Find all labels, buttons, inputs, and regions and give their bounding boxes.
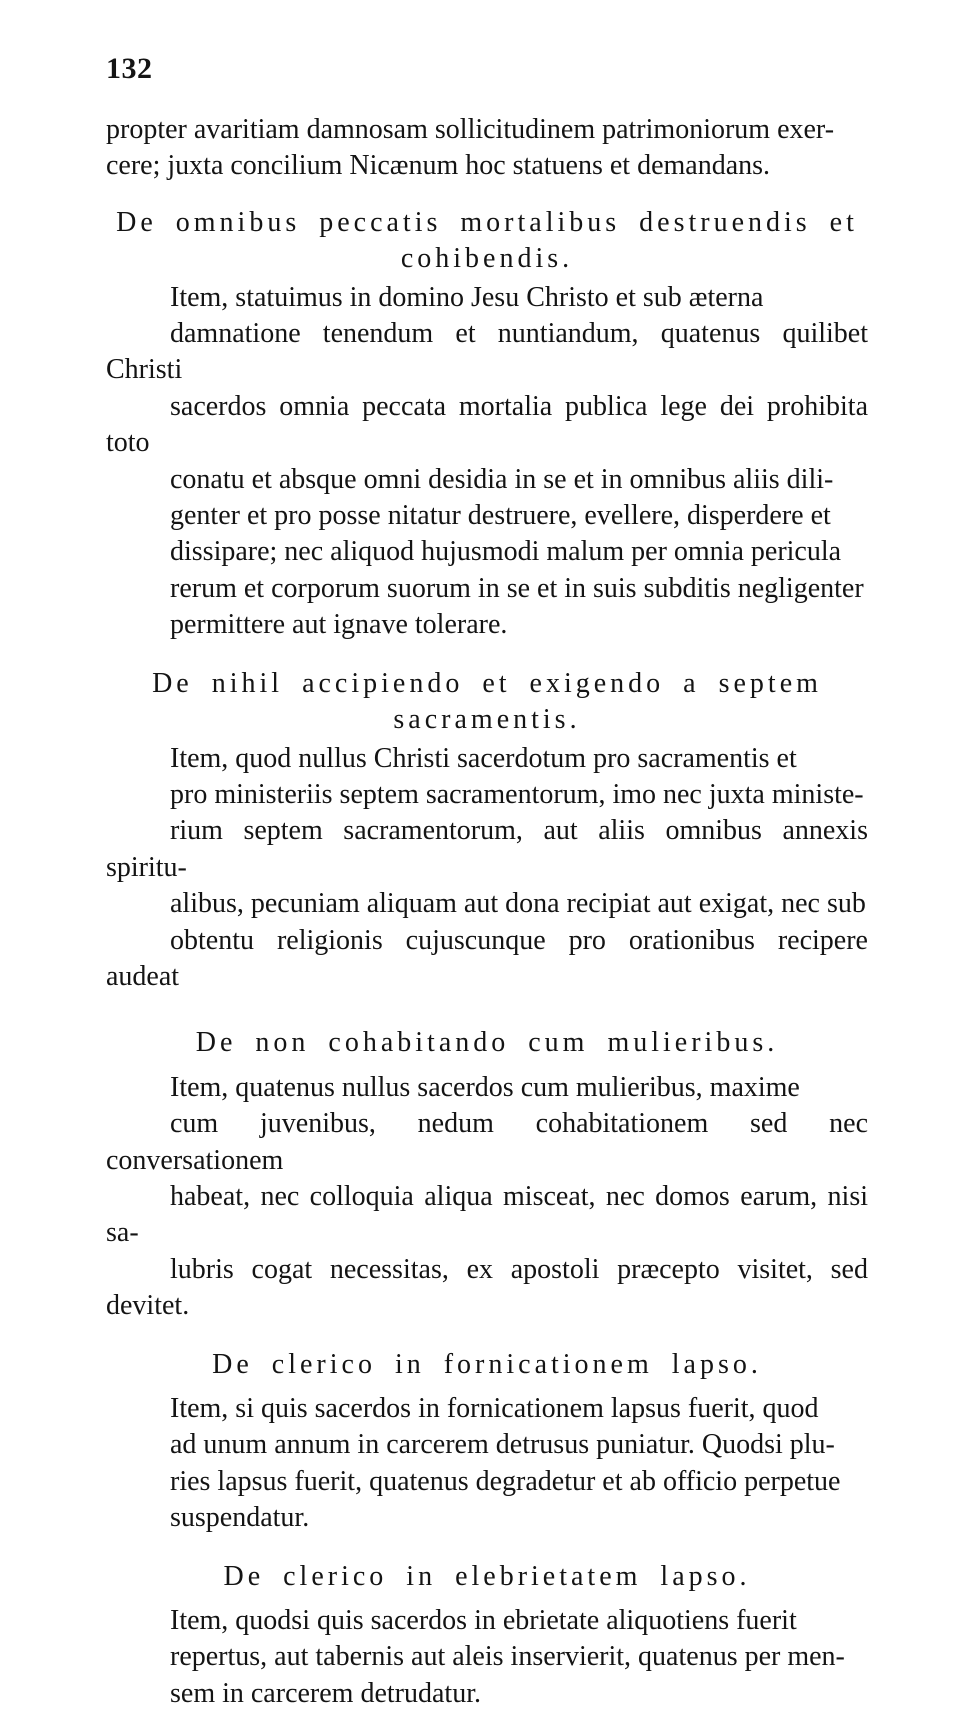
text-line: damnatione tenendum et nuntiandum, quatenus quilibet Christi — [106, 318, 868, 386]
heading-line: De clerico in elebrietatem lapso. — [223, 1560, 751, 1592]
heading-line: De clerico in fornicationem lapso. — [212, 1348, 762, 1380]
section-paragraph — [106, 1070, 868, 1325]
text-line: ad unum annum in carcerem detrusus puniatur. Quodsi plu- — [170, 1429, 835, 1461]
text-line: pro ministeriis septem sacramentorum, imo nec juxta ministe- — [170, 778, 864, 810]
section-heading — [106, 666, 868, 739]
text-line: lubris cogat necessitas, ex apostoli præcepto visitet, sed devitet. — [106, 1253, 868, 1322]
heading-line: sacramentis. — [393, 704, 581, 736]
text-line: cum juvenibus, nedum cohabitationem sed nec conversationem — [106, 1108, 868, 1176]
heading-line: De non cohabitando cum mulieribus. — [195, 1027, 779, 1059]
text-line: Item, quodsi quis sacerdos in ebrietate aliquotiens fuerit — [170, 1605, 797, 1637]
text-line: repertus, aut tabernis aut aleis inservierit, quatenus per men- — [170, 1641, 845, 1673]
text-line: obtentu religionis cujuscunque pro orationibus recipere audeat — [106, 924, 868, 992]
section-paragraph — [106, 741, 868, 996]
text-line: sem in carcerem detrudatur. — [170, 1677, 481, 1709]
text-line: sacerdos omnia peccata mortalia publica lege dei prohibita toto — [106, 390, 868, 459]
text-line: rerum et corporum suorum in se et in suis subditis negligenter — [170, 572, 864, 604]
text-line: ries lapsus fuerit, quatenus degradetur et ab officio perpetue — [170, 1465, 841, 1497]
text-line: dissipare; nec aliquod hujusmodi malum per omnia pericula — [170, 536, 842, 568]
opening-paragraph — [106, 112, 868, 185]
text-line: conatu et absque omni desidia in se et in omnibus aliis dili- — [170, 463, 834, 495]
heading-line: De nihil accipiendo et exigendo a septem — [152, 667, 822, 699]
text-line: Item, statuimus in domino Jesu Christo et sub æterna — [170, 281, 764, 313]
section-paragraph — [106, 280, 868, 644]
heading-line: De omnibus peccatis mortalibus destruendis et — [116, 206, 858, 238]
text-line: Item, quod nullus Christi sacerdotum pro sacramentis et — [170, 742, 797, 774]
section-paragraph — [106, 1603, 868, 1712]
heading-line: cohibendis. — [400, 243, 574, 275]
text-line: suspendatur. — [170, 1502, 310, 1534]
page-number: 132 — [106, 52, 153, 85]
section-heading — [106, 1347, 868, 1383]
section-heading — [106, 1025, 868, 1061]
text-line: habeat, nec colloquia aliqua misceat, nec domos earum, nisi sa- — [106, 1180, 868, 1249]
text-line: rium septem sacramentorum, aut aliis omnibus annexis spiritu- — [106, 815, 868, 883]
text-line: genter et pro posse nitatur destruere, evellere, disperdere et — [170, 500, 831, 532]
section-paragraph — [106, 1391, 868, 1537]
text-line: alibus, pecuniam aliquam aut dona recipiat aut exigat, nec sub — [170, 888, 866, 920]
text-line: Item, si quis sacerdos in fornicationem lapsus fuerit, quod — [170, 1393, 819, 1424]
text-line: Item, quatenus nullus sacerdos cum mulieribus, maxime — [170, 1071, 800, 1103]
section-heading — [106, 1559, 868, 1595]
text-line: propter avaritiam damnosam sollicitudinem patrimoniorum exer- — [106, 114, 835, 145]
text-line: cere; juxta concilium Nicænum hoc statuens et demandans. — [106, 150, 771, 182]
page-body — [106, 112, 868, 1712]
section-heading — [106, 205, 868, 278]
text-line: permittere aut ignave tolerare. — [170, 609, 508, 641]
